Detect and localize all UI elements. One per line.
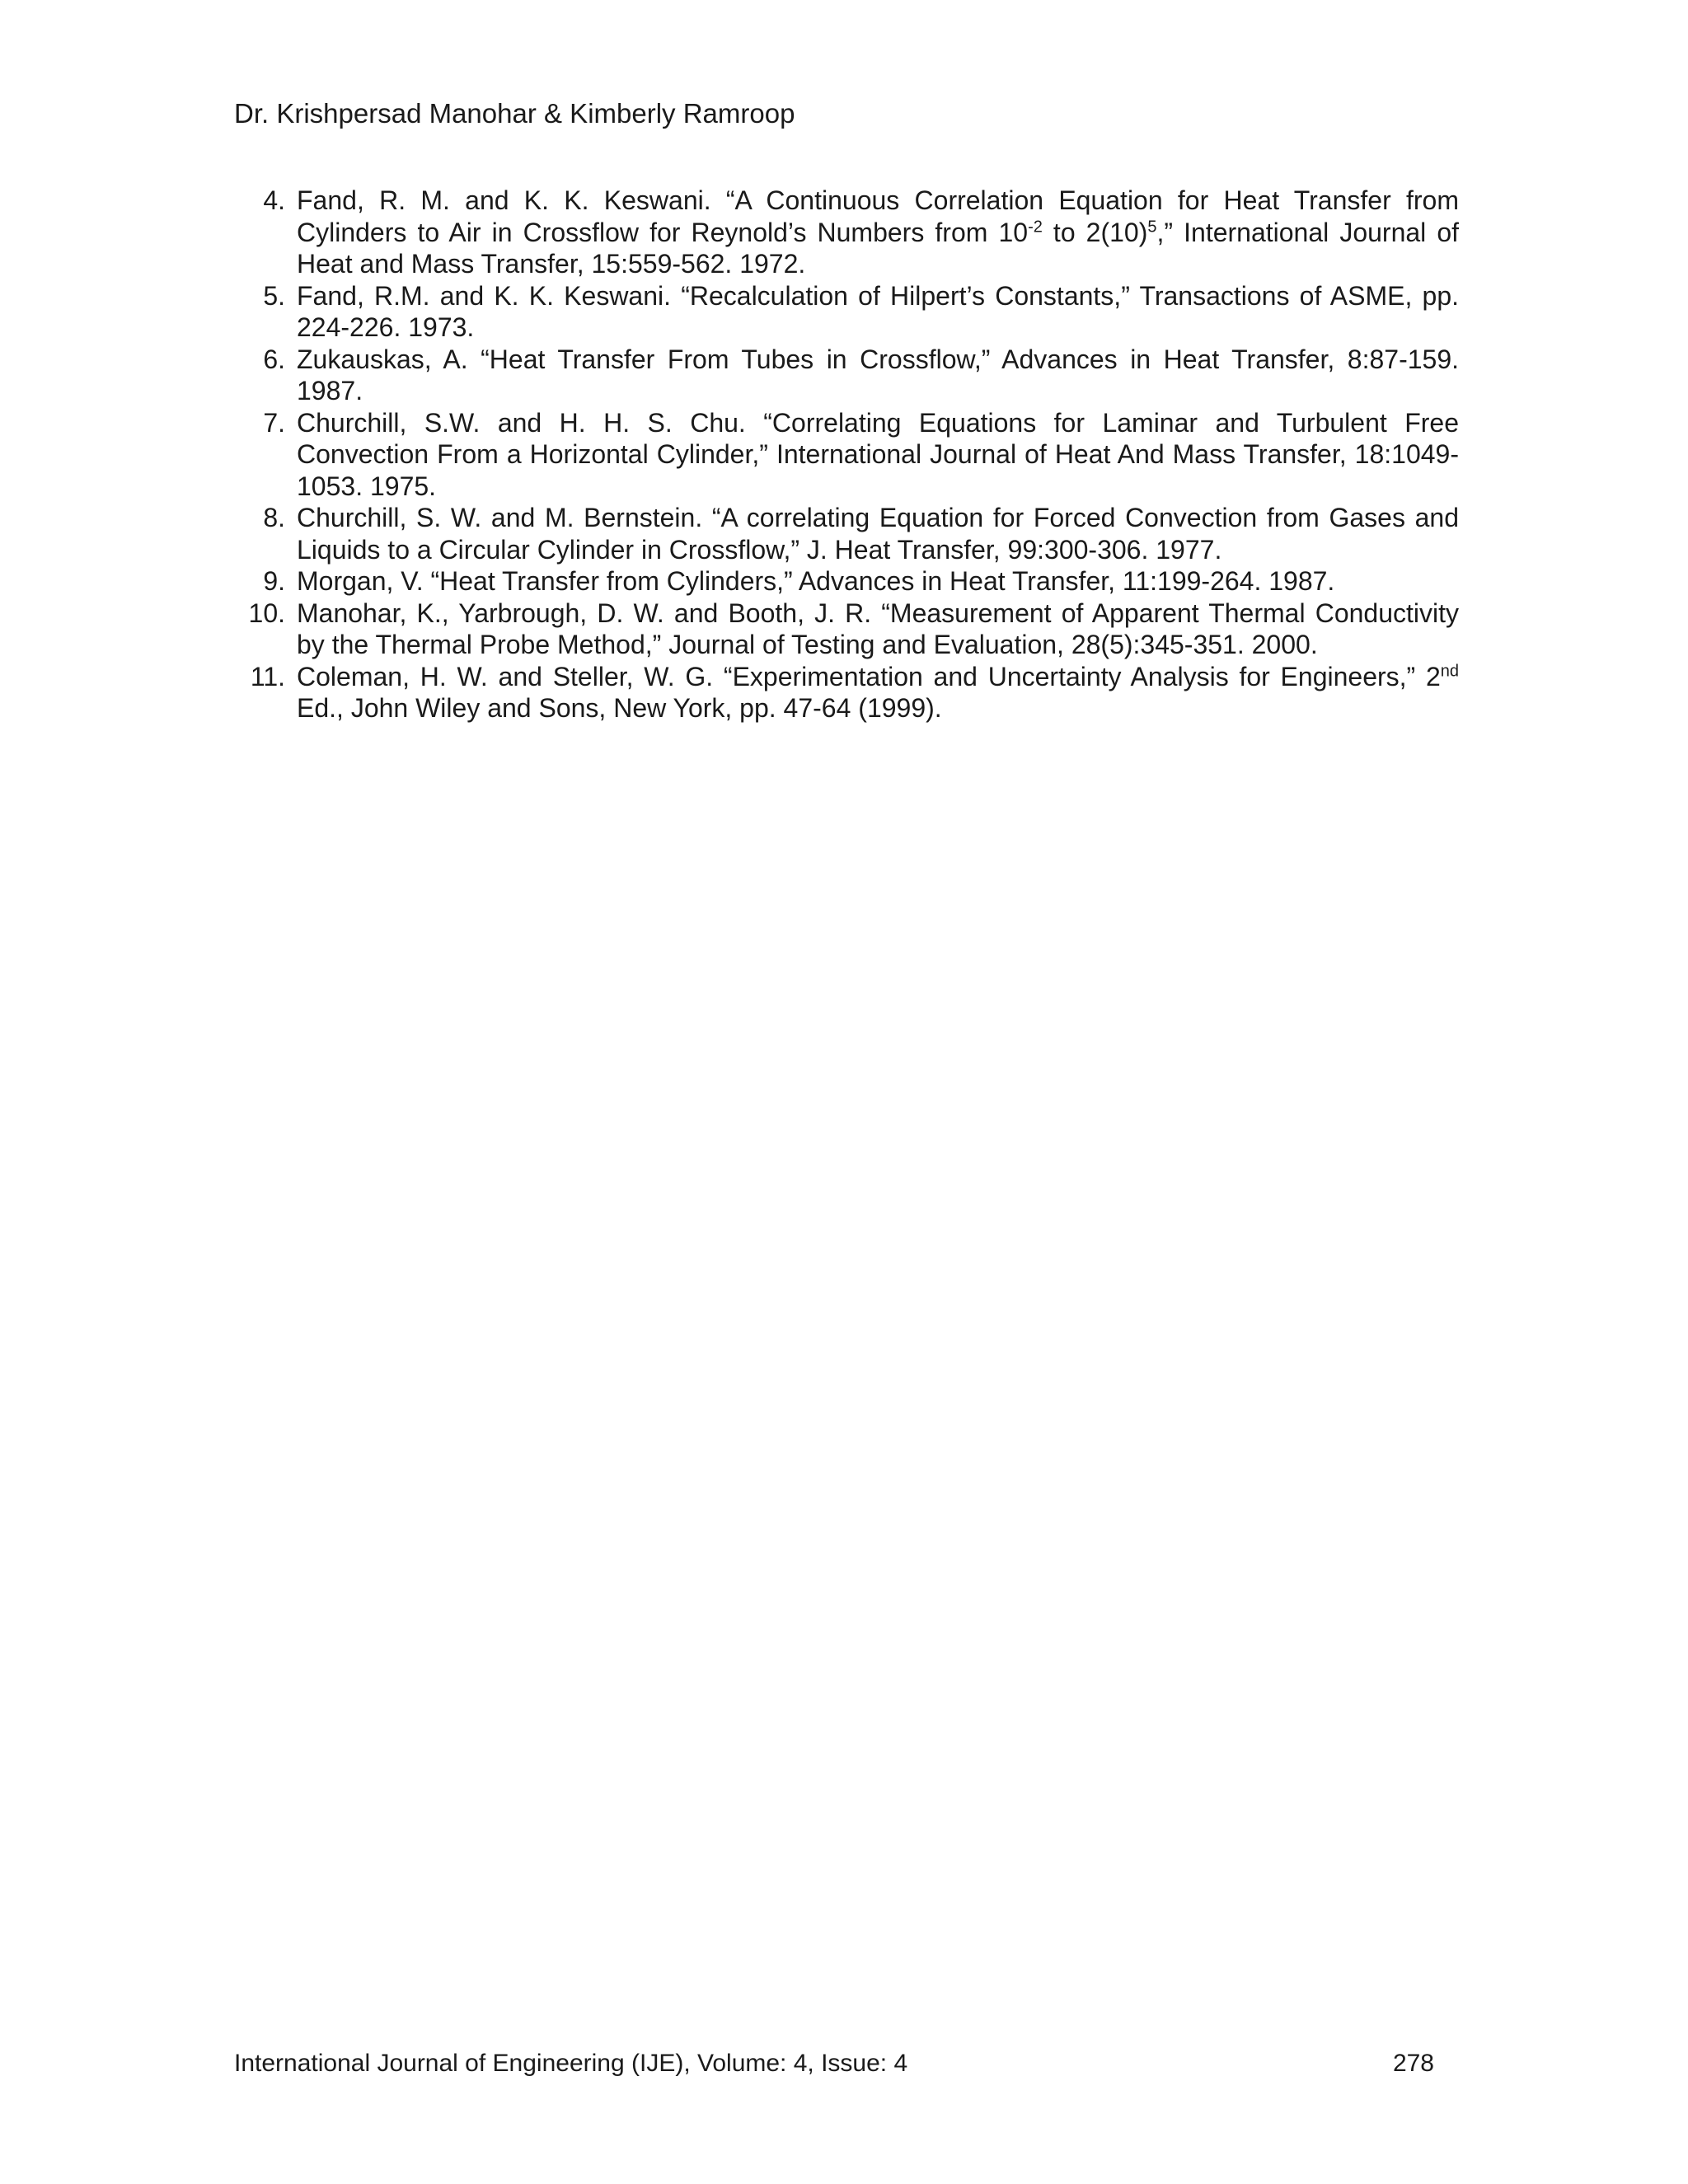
reference-text: Zukauskas, A. “Heat Transfer From Tubes in Crossflow,” Advances in Heat Transfer, 8:87-159. 1987. bbox=[297, 344, 1459, 405]
superscript: 5 bbox=[1147, 217, 1157, 236]
reference-item-8 bbox=[234, 502, 1459, 565]
reference-text: Churchill, S. W. and M. Bernstein. “A correlating Equation for Forced Convection from Gases and Liquids to a Circular Cylinder in Crossflow,” J. Heat Transfer, 99:300-306. 1977. bbox=[297, 503, 1459, 565]
reference-item-7 bbox=[234, 407, 1459, 503]
reference-list bbox=[234, 185, 1459, 724]
reference-text: Coleman, H. W. and Steller, W. G. “Experimentation and Uncertainty Analysis for Engineers,” 2nd Ed., John Wiley and Sons, New York, pp. 47-64 (1999). bbox=[297, 661, 1459, 723]
reference-number: 5. bbox=[263, 280, 285, 311]
reference-text: Fand, R.M. and K. K. Keswani. “Recalculation of Hilpert’s Constants,” Transactions of ASME, pp. 224-226. 1973. bbox=[297, 280, 1459, 342]
superscript: nd bbox=[1440, 661, 1459, 680]
footer-journal-info: International Journal of Engineering (IJE), Volume: 4, Issue: 4 bbox=[234, 2050, 908, 2077]
reference-item-11 bbox=[234, 661, 1459, 724]
reference-number: 10. bbox=[248, 598, 285, 628]
reference-item-9 bbox=[234, 565, 1459, 598]
reference-item-4 bbox=[234, 185, 1459, 280]
reference-text: Fand, R. M. and K. K. Keswani. “A Continuous Correlation Equation for Heat Transfer from Cylinders to Air in Crossflow for Reynold’s Numbers from $10^{-2}$ to $2(10)^5$,” International Journal of Heat and Mass Transfer, 15:559-562. 1972. bbox=[297, 185, 1460, 279]
reference-item-5 bbox=[234, 280, 1459, 344]
reference-number: 7. bbox=[263, 407, 285, 438]
reference-text: Manohar, K., Yarbrough, D. W. and Booth, J. R. “Measurement of Apparent Thermal Conductivity by the Thermal Probe Method,” Journal of Testing and Evaluation, 28(5):345-351. 2000. bbox=[297, 598, 1459, 659]
reference-text: Churchill, S.W. and H. H. S. Chu. “Correlating Equations for Laminar and Turbulent Free Convection From a Horizontal Cylinder,” International Journal of Heat And Mass Transfer, 18:1049-1053. 1975. bbox=[297, 407, 1459, 501]
reference-number: 4. bbox=[263, 185, 285, 215]
reference-item-6 bbox=[234, 344, 1459, 407]
reference-item-10 bbox=[234, 598, 1459, 661]
reference-text: Morgan, V. “Heat Transfer from Cylinders,” Advances in Heat Transfer, 11:199-264. 1987. bbox=[297, 566, 1335, 596]
reference-number: 6. bbox=[263, 344, 285, 374]
reference-number: 9. bbox=[263, 566, 285, 596]
page-number: 278 bbox=[1392, 2050, 1434, 2077]
superscript: -2 bbox=[1028, 217, 1043, 236]
reference-number: 11. bbox=[250, 661, 285, 691]
page-footer bbox=[234, 2049, 1434, 2079]
reference-number: 8. bbox=[263, 503, 285, 532]
running-header-authors: Dr. Krishpersad Manohar & Kimberly Ramroop bbox=[234, 98, 795, 129]
